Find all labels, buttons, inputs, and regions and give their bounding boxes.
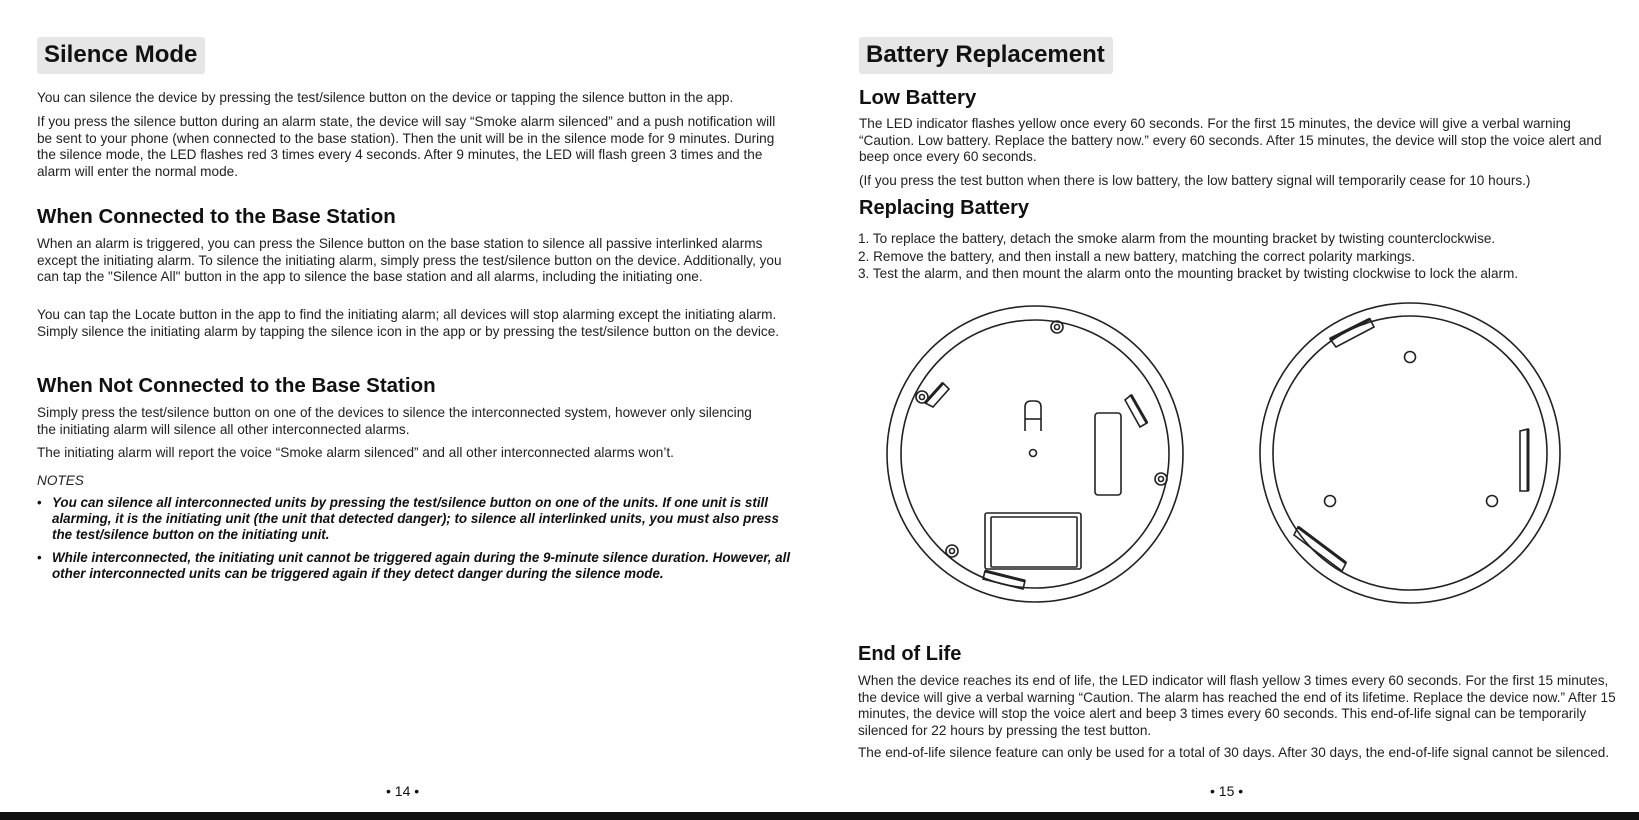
note-bullet: •	[37, 550, 42, 565]
replacing-battery-heading: Replacing Battery	[859, 197, 1030, 219]
end-of-life-paragraph-1: When the device reaches its end of life, the LED indicator will flash yellow 3 times every 60 seconds. For the first 15 minutes, the device will give a verbal warning “Caution. The alarm has reached the end of its lifetime. Replace the device now.” After 15 minutes, the device will stop the voice alert and beep 3 times every 60 seconds. This end-of-life signal can be temporarily silenced for 22 hours by pressing the test button.	[858, 673, 1616, 738]
bottom-bar	[0, 812, 1639, 820]
replacing-steps	[858, 230, 1628, 283]
silence-mode-heading: Silence Mode	[37, 37, 205, 74]
silence-mode-paragraph-1: You can silence the device by pressing the test/silence button on the device or tapping the silence button in the app.	[37, 90, 734, 105]
step-item: 2. Remove the battery, and then install a new battery, matching the correct polarity markings.	[858, 248, 1416, 264]
notes-label: NOTES	[37, 473, 84, 488]
connected-heading: When Connected to the Base Station	[37, 205, 396, 228]
end-of-life-heading: End of Life	[858, 643, 962, 665]
step-item: 3. Test the alarm, and then mount the alarm onto the mounting bracket by twisting clockwise to lock the alarm.	[858, 266, 1519, 281]
page-number-right: • 15 •	[1210, 783, 1244, 799]
low-battery-paragraph-1: The LED indicator flashes yellow once every 60 seconds. For the first 15 minutes, the device will give a verbal warning “Caution. Low battery. Replace the battery now.” every 60 seconds. After 15 minutes, the device will stop the voice alert and beep once every 60 seconds.	[859, 116, 1602, 164]
not-connected-paragraph-2: The initiating alarm will report the voice “Smoke alarm silenced” and all other interconnected alarms won’t.	[37, 445, 674, 460]
low-battery-heading: Low Battery	[859, 86, 977, 109]
left-page	[0, 0, 820, 812]
right-page	[820, 0, 1639, 812]
mounting-bracket-diagram	[1258, 301, 1562, 605]
connected-paragraph-2: You can tap the Locate button in the app to find the initiating alarm; all devices will stop alarming except the initiating alarm. Simply silence the initiating alarm by tapping the silence icon in the app or by pressing the test/silence button on the device.	[37, 307, 780, 339]
battery-replacement-heading: Battery Replacement	[859, 37, 1113, 74]
alarm-back-diagram	[885, 303, 1185, 605]
note-text: You can silence all interconnected units by pressing the test/silence button on one of the units. If one unit is still alarming, it is the initiating unit (the unit that detected danger); to silence all interlinked units, you must also press the test/silence button on the initiating unit.	[52, 495, 779, 542]
silence-mode-paragraph-2: If you press the silence button during an alarm state, the device will say “Smoke alarm silenced” and a push notification will be sent to your phone (when connected to the base station). Then the unit will be in the silence mode for 9 minutes. During the silence mode, the LED flashes red 3 times every 4 seconds. After 9 minutes, the LED will flash green 3 times and the alarm will enter the normal mode.	[37, 114, 776, 179]
note-bullet: •	[37, 495, 42, 510]
connected-paragraph-1: When an alarm is triggered, you can press the Silence button on the base station to silence all passive interlinked alarms except the initiating alarm. To silence the initiating alarm, simply press the test/silence button on the device. Additionally, you can tap the "Silence All" button in the app to silence the base station and all alarms, including the initiating one.	[37, 236, 782, 284]
step-item: 1. To replace the battery, detach the smoke alarm from the mounting bracket by twisting counterclockwise.	[858, 231, 1496, 246]
note-item	[37, 495, 792, 543]
note-item	[37, 550, 792, 582]
low-battery-paragraph-2: (If you press the test button when there is low battery, the low battery signal will temporarily cease for 10 hours.)	[859, 173, 1531, 188]
not-connected-heading: When Not Connected to the Base Station	[37, 374, 436, 397]
note-text: While interconnected, the initiating unit cannot be triggered again during the 9-minute silence duration. However, all other interconnected units can be triggered again if they detect danger during the silence mode.	[52, 550, 791, 581]
page-number-left: • 14 •	[386, 783, 420, 799]
not-connected-paragraph-1: Simply press the test/silence button on one of the devices to silence the interconnected system, however only silencing the initiating alarm will silence all other interconnected alarms.	[37, 405, 752, 437]
notes-list	[37, 495, 792, 589]
end-of-life-paragraph-2: The end-of-life silence feature can only be used for a total of 30 days. After 30 days, the end-of-life signal cannot be silenced.	[858, 745, 1610, 760]
